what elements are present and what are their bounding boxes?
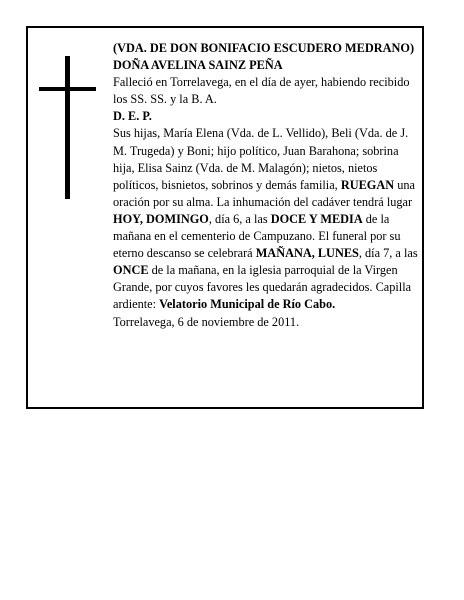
obituary-notice bbox=[26, 26, 424, 409]
dep-line: D. E. P. bbox=[113, 109, 152, 124]
cross-vertical-bar bbox=[65, 56, 70, 199]
wake-location: Velatorio Municipal de Río Cabo. bbox=[159, 297, 336, 312]
deceased-name: DOÑA AVELINA SAINZ PEÑA bbox=[113, 58, 283, 73]
burial-place-text: de la mañana en el cementerio de Campuzano. El funeral por su eterno descanso se celebrará bbox=[113, 211, 401, 261]
funeral-place-text: de la mañana, en la iglesia parroquial de la Virgen Grande, por cuyos favores les quedarán agradecidos. Capilla ardiente: bbox=[113, 263, 412, 312]
notice-text bbox=[113, 40, 421, 331]
family-list: Sus hijas, María Elena (Vda. de L. Vellido), Beli (Vda. de J. M. Trugeda) y Boni; hijo político, Juan Barahona; sobrina hija, Elisa Sainz (Vda. de M. Malagón); nietos, nietos políticos, bisnietos, sobrinos y demás familia, bbox=[113, 126, 409, 192]
funeral-time: ONCE bbox=[113, 263, 149, 278]
notice-body bbox=[113, 125, 421, 313]
widow-line: (VDA. DE DON BONIFACIO ESCUDERO MEDRANO) bbox=[113, 41, 415, 55]
ruegan-text: RUEGAN bbox=[340, 177, 395, 192]
burial-date-text: , día 6, a las bbox=[208, 211, 271, 226]
cross-horizontal-bar bbox=[39, 87, 96, 91]
cross-icon bbox=[28, 28, 108, 228]
place-date: Torrelavega, 6 de noviembre de 2011. bbox=[113, 314, 300, 329]
prayer-request: una oración por su alma. La inhumación del cadáver tendrá lugar bbox=[113, 177, 415, 209]
death-announcement: Falleció en Torrelavega, en el día de ayer, habiendo recibido los SS. SS. y la B. A. bbox=[113, 75, 410, 107]
burial-day: HOY, DOMINGO bbox=[113, 211, 209, 226]
burial-time: DOCE Y MEDIA bbox=[270, 211, 363, 226]
funeral-date-text: , día 7, a las bbox=[358, 246, 418, 261]
funeral-day: MAÑANA, LUNES bbox=[255, 246, 359, 261]
